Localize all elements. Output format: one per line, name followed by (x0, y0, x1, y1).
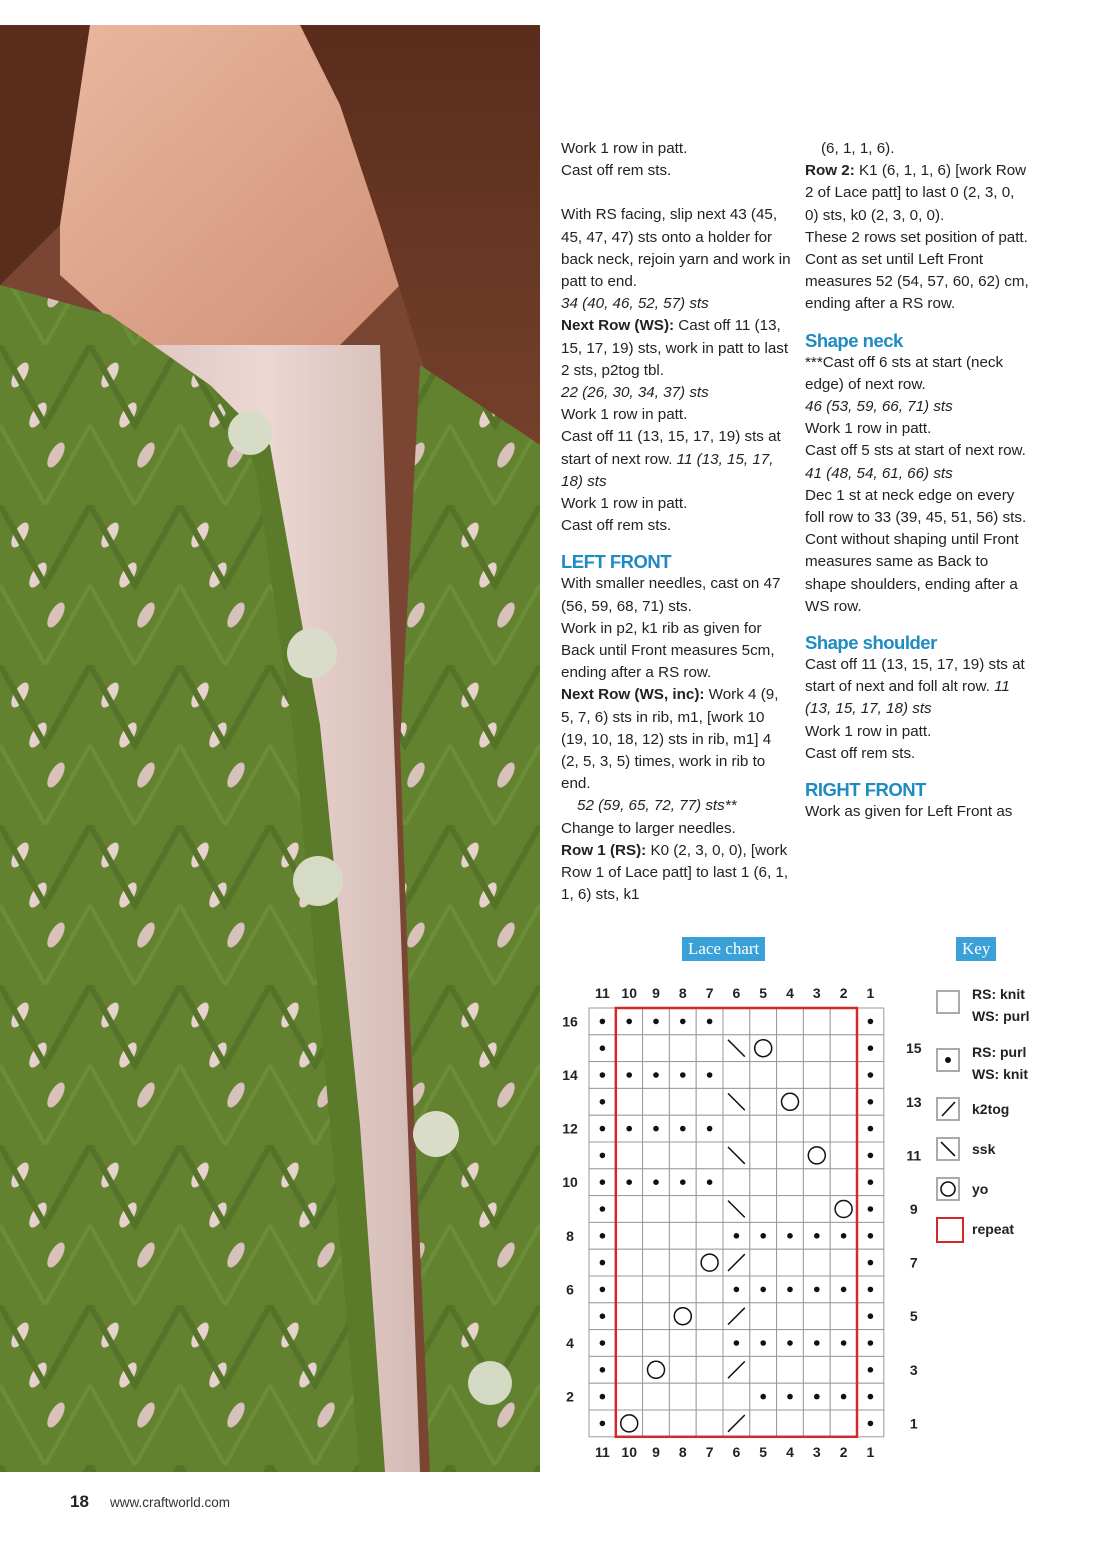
chart-cell (696, 1356, 723, 1383)
text-line: Cast off rem sts. (561, 162, 672, 180)
column-label-top: 7 (705, 985, 714, 1001)
row-label-right: 9 (909, 1201, 918, 1217)
chart-cell (643, 1196, 670, 1223)
chart-cell (669, 1383, 696, 1410)
purl-stitch-mark (868, 1421, 874, 1427)
stitch-count: 11 (13, 15, 17, 18) sts (805, 678, 1010, 718)
chart-cell (723, 1169, 750, 1196)
chart-cell (643, 1088, 670, 1115)
chart-cell (616, 1035, 643, 1062)
chart-cell (616, 1249, 643, 1276)
purl-stitch-mark (707, 1019, 713, 1025)
knit-symbol-icon (936, 990, 960, 1014)
chart-cell (830, 1062, 857, 1089)
chart-cell (803, 1169, 830, 1196)
chart-cell (643, 1142, 670, 1169)
purl-stitch-mark (868, 1045, 874, 1051)
text-line: Cast off rem sts. (805, 744, 916, 762)
chart-cell (830, 1303, 857, 1330)
chart-cell (777, 1008, 804, 1035)
text-line: Cast off 11 (13, 15, 17, 19) sts at start of next and foll alt row. (805, 656, 1025, 696)
column-label-top: 5 (759, 985, 768, 1001)
chart-cell (830, 1115, 857, 1142)
chart-cell (669, 1276, 696, 1303)
text-line: Work as given for Left Front as (805, 803, 1013, 821)
chart-cell (643, 1383, 670, 1410)
chart-cell (803, 1196, 830, 1223)
chart-cell (830, 1249, 857, 1276)
text-line: K0 (2, 3, 0, 0), [work Row 1 of Lace patt] to last 1 (6, 1, 1, 6) sts, k1 (561, 841, 789, 904)
purl-stitch-mark (868, 1072, 874, 1078)
purl-stitch-mark (868, 1019, 874, 1025)
purl-stitch-mark (841, 1233, 847, 1239)
chart-cell (723, 1008, 750, 1035)
purl-stitch-mark (868, 1233, 874, 1239)
row-label-left: 10 (562, 1174, 578, 1191)
column-label-top: 3 (812, 985, 821, 1001)
purl-stitch-mark (787, 1394, 793, 1400)
purl-stitch-mark (600, 1072, 606, 1078)
chart-cell (616, 1383, 643, 1410)
chart-cell (803, 1142, 830, 1169)
purl-stitch-mark (600, 1394, 606, 1400)
column-label-top: 10 (621, 985, 637, 1001)
chart-cell (830, 1142, 857, 1169)
purl-stitch-mark (868, 1287, 874, 1293)
row-label-left: 12 (562, 1120, 578, 1137)
purl-stitch-mark (841, 1340, 847, 1346)
chart-cell (830, 1088, 857, 1115)
row-label-left: 16 (562, 1013, 578, 1030)
page-number: 18 (70, 1492, 89, 1511)
text-line: Dec 1 st at neck edge on every foll row to 33 (39, 45, 51, 56) sts. (805, 486, 1027, 527)
ssk-symbol-icon (936, 1137, 960, 1161)
section-heading-shape-shoulder: Shape shoulder (805, 632, 937, 654)
text-line: Work 1 row in patt. (561, 495, 688, 513)
text-line: Work 1 row in patt. (561, 140, 688, 157)
purl-stitch-mark (760, 1394, 766, 1400)
row-label-right: 11 (906, 1147, 922, 1164)
chart-cell (750, 1142, 777, 1169)
row-label-left: 6 (566, 1281, 574, 1298)
row-label-left: 8 (566, 1227, 574, 1244)
chart-cell (830, 1196, 857, 1223)
row-label-left: 14 (562, 1067, 578, 1083)
purl-stitch-mark (600, 1126, 606, 1132)
text-line: Cont without shaping until Front measures same as Back to shape shoulders, ending after a WS row. (805, 531, 1019, 615)
chart-cell (750, 1249, 777, 1276)
purl-stitch-mark (626, 1019, 632, 1025)
purl-stitch-mark (734, 1340, 740, 1346)
chart-cell (750, 1410, 777, 1437)
purl-stitch-mark (653, 1179, 659, 1185)
stitch-count: 41 (48, 54, 61, 66) sts (805, 464, 953, 482)
purl-stitch-mark (600, 1313, 606, 1319)
purl-stitch-mark (600, 1287, 606, 1293)
chart-cell (696, 1303, 723, 1330)
purl-stitch-mark (600, 1367, 606, 1373)
lace-chart (550, 975, 920, 1465)
chart-cell (643, 1410, 670, 1437)
purl-stitch-mark (868, 1340, 874, 1346)
chart-cell (723, 1115, 750, 1142)
purl-stitch-mark (680, 1126, 686, 1132)
purl-stitch-mark (868, 1260, 874, 1266)
cardigan-photo (0, 25, 540, 1472)
text-line: Work 1 row in patt. (561, 406, 688, 424)
chart-cell (830, 1410, 857, 1437)
text-line: Cast off 11 (13, 15, 17, 19) sts at start of next row. (561, 428, 781, 468)
chart-cell (696, 1088, 723, 1115)
chart-cell (750, 1169, 777, 1196)
chart-cell (803, 1410, 830, 1437)
chart-cell (777, 1196, 804, 1223)
chart-cell (777, 1088, 804, 1115)
purl-stitch-mark (707, 1179, 713, 1185)
stitch-count: 52 (59, 65, 72, 77) sts** (577, 797, 737, 815)
column-label-top: 6 (732, 985, 741, 1001)
row-label-right: 13 (906, 1093, 922, 1110)
text-line: Work in p2, k1 rib as given for Back until Front measures 5cm, ending after a RS row. (561, 619, 775, 682)
text-line: With smaller needles, cast on 47 (56, 59, 68, 71) sts. (561, 575, 781, 615)
purl-stitch-mark (600, 1206, 606, 1212)
chart-cell (750, 1035, 777, 1062)
column-label-top: 4 (786, 985, 794, 1001)
chart-cell (696, 1222, 723, 1249)
chart-cell (669, 1356, 696, 1383)
chart-cell (669, 1035, 696, 1062)
purl-stitch-mark (868, 1179, 874, 1185)
row-label-left: 4 (566, 1335, 574, 1351)
chart-cell (750, 1196, 777, 1223)
chart-cell (643, 1249, 670, 1276)
chart-cell (616, 1410, 643, 1437)
stitch-count: 34 (40, 46, 52, 57) sts (561, 295, 709, 313)
chart-cell (803, 1035, 830, 1062)
purl-stitch-mark (600, 1045, 606, 1051)
key-label: ssk (972, 1141, 996, 1157)
chart-cell (616, 1303, 643, 1330)
chart-cell (643, 1222, 670, 1249)
section-heading-right-front: RIGHT FRONT (805, 779, 926, 801)
chart-cell (803, 1115, 830, 1142)
purl-stitch-mark (760, 1233, 766, 1239)
purl-stitch-mark (814, 1394, 820, 1400)
chart-cell (696, 1142, 723, 1169)
purl-stitch-mark (680, 1072, 686, 1078)
text-line: Work 4 (9, 5, 7, 6) sts in rib, m1, [work 10 (19, 10, 18, 12) sts in rib, m1] 4 (2, 5, 3, 5) times, work in rib to end. (561, 686, 779, 793)
chart-cell (643, 1356, 670, 1383)
purl-stitch-mark (653, 1019, 659, 1025)
chart-cell (643, 1035, 670, 1062)
section-heading-shape-neck: Shape neck (805, 329, 903, 351)
column-label-bottom: 5 (759, 1443, 768, 1460)
purl-stitch-mark (707, 1072, 713, 1078)
purl-stitch-mark (600, 1019, 606, 1025)
purl-stitch-mark (814, 1287, 820, 1293)
chart-cell (643, 1303, 670, 1330)
row-label: Row 2: (805, 162, 855, 180)
section-heading-left-front: LEFT FRONT (561, 551, 672, 573)
column-label-bottom: 1 (866, 1443, 875, 1460)
row-label: Row 1 (RS): (561, 841, 647, 859)
key-label: k2tog (972, 1101, 1010, 1117)
column-label-top: 1 (866, 985, 875, 1001)
text-line: Cast off 11 (13, 15, 17, 19) sts, work in patt to last 2 sts, p2tog tbl. (561, 317, 789, 379)
purl-stitch-mark (680, 1179, 686, 1185)
row-label-left: 2 (566, 1388, 574, 1405)
chart-cell (777, 1356, 804, 1383)
purl-stitch-mark (868, 1367, 874, 1373)
key-label: RS: knit WS: purl (972, 986, 1030, 1024)
row-label: Next Row (WS): (561, 317, 675, 335)
text-line: Work 1 row in patt. (805, 722, 932, 740)
purl-stitch-mark (760, 1340, 766, 1346)
key-label: yo (972, 1181, 989, 1197)
chart-cell (696, 1383, 723, 1410)
purl-stitch-mark (680, 1019, 686, 1025)
chart-cell (669, 1410, 696, 1437)
chart-cell (803, 1008, 830, 1035)
chart-cell (777, 1062, 804, 1089)
instructions-column-1 (561, 138, 793, 907)
column-label-bottom: 11 (594, 1443, 610, 1460)
chart-cell (643, 1276, 670, 1303)
purl-stitch-mark (814, 1340, 820, 1346)
chart-cell (723, 1383, 750, 1410)
chart-cell (830, 1169, 857, 1196)
k2tog-symbol-icon (936, 1097, 960, 1121)
purl-stitch-mark (653, 1072, 659, 1078)
purl-stitch-mark (787, 1287, 793, 1293)
yo-symbol-icon (936, 1177, 960, 1201)
purl-stitch-mark (868, 1099, 874, 1105)
purl-stitch-mark (626, 1072, 632, 1078)
chart-cell (803, 1303, 830, 1330)
repeat-symbol-icon (936, 1217, 964, 1243)
purl-stitch-mark (600, 1179, 606, 1185)
text-line: Work 1 row in patt. (805, 420, 932, 438)
chart-cell (616, 1088, 643, 1115)
purl-stitch-mark (814, 1233, 820, 1239)
text-line: (6, 1, 1, 6). (821, 140, 895, 157)
stitch-count: 11 (13, 15, 17, 18) sts (561, 450, 774, 490)
chart-cell (696, 1196, 723, 1223)
purl-stitch-mark (626, 1126, 632, 1132)
column-label-bottom: 3 (812, 1443, 821, 1460)
chart-cell (830, 1035, 857, 1062)
text-line: K1 (6, 1, 1, 6) [work Row 2 of Lace patt] to last 0 (2, 3, 0, 0) sts, k0 (2, 3, 0, 0). (805, 162, 1027, 224)
chart-cell (616, 1142, 643, 1169)
stitch-count: 46 (53, 59, 66, 71) sts (805, 398, 953, 416)
text-line: ***Cast off 6 sts at start (neck edge) of next row. (805, 353, 1004, 393)
key-title: Key (956, 937, 996, 961)
chart-cell (669, 1196, 696, 1223)
purl-stitch-mark (600, 1099, 606, 1105)
purl-stitch-mark (868, 1313, 874, 1319)
chart-cell (777, 1249, 804, 1276)
instructions-column-2 (805, 138, 1030, 823)
column-label-top: 2 (839, 985, 848, 1001)
row-label-right: 5 (909, 1308, 918, 1325)
chart-cell (696, 1035, 723, 1062)
purl-stitch-mark (868, 1126, 874, 1132)
column-label-top: 11 (594, 985, 610, 1001)
row-label-right: 7 (909, 1254, 918, 1271)
row-label-right: 15 (906, 1040, 922, 1057)
text-line: These 2 rows set position of patt. (805, 228, 1028, 246)
chart-cell (777, 1115, 804, 1142)
stitch-count: 22 (26, 30, 34, 37) sts (561, 384, 709, 402)
purl-stitch-mark (600, 1260, 606, 1266)
chart-cell (803, 1062, 830, 1089)
chart-cell (696, 1410, 723, 1437)
purl-stitch-mark (600, 1153, 606, 1159)
purl-stitch-mark (600, 1340, 606, 1346)
chart-cell (777, 1303, 804, 1330)
text-line: With RS facing, slip next 43 (45, 45, 47, 47) sts onto a holder for back neck, rejoin yarn and work in patt to end. (561, 206, 791, 291)
chart-cell (669, 1088, 696, 1115)
chart-cell (803, 1249, 830, 1276)
chart-cell (669, 1303, 696, 1330)
chart-cell (777, 1142, 804, 1169)
purl-stitch-mark (841, 1394, 847, 1400)
purl-stitch-mark (626, 1179, 632, 1185)
row-label-right: 3 (909, 1361, 918, 1378)
chart-cell (696, 1276, 723, 1303)
purl-stitch-mark (653, 1126, 659, 1132)
chart-cell (803, 1356, 830, 1383)
lace-chart-title: Lace chart (682, 937, 765, 961)
key-label: RS: purl WS: knit (972, 1044, 1028, 1082)
chart-cell (750, 1062, 777, 1089)
text-line: Cast off rem sts. (561, 517, 672, 535)
chart-cell (616, 1356, 643, 1383)
chart-cell (750, 1115, 777, 1142)
column-label-bottom: 7 (705, 1443, 714, 1460)
chart-cell (750, 1303, 777, 1330)
chart-cell (803, 1088, 830, 1115)
column-label-bottom: 8 (678, 1443, 687, 1460)
chart-cell (616, 1196, 643, 1223)
text-line: Change to larger needles. (561, 819, 736, 837)
purl-stitch-mark (787, 1340, 793, 1346)
chart-cell (696, 1330, 723, 1357)
chart-cell (643, 1330, 670, 1357)
column-label-top: 8 (678, 985, 687, 1001)
row-label: Next Row (WS, inc): (561, 686, 705, 704)
purl-stitch-mark (760, 1287, 766, 1293)
chart-cell (750, 1356, 777, 1383)
chart-cell (830, 1356, 857, 1383)
row-label-right: 1 (909, 1415, 918, 1432)
purl-stitch-mark (707, 1126, 713, 1132)
chart-cell (669, 1222, 696, 1249)
chart-cell (723, 1062, 750, 1089)
text-line: Cast off 5 sts at start of next row. (805, 442, 1026, 460)
chart-cell (777, 1035, 804, 1062)
purl-stitch-mark (868, 1206, 874, 1212)
chart-cell (777, 1410, 804, 1437)
purl-stitch-mark (734, 1233, 740, 1239)
column-label-bottom: 6 (732, 1443, 741, 1460)
chart-cell (830, 1008, 857, 1035)
chart-cell (616, 1222, 643, 1249)
column-label-bottom: 9 (652, 1443, 660, 1460)
purl-stitch-mark (868, 1153, 874, 1159)
purl-stitch-mark (600, 1233, 606, 1239)
chart-cell (616, 1330, 643, 1357)
chart-cell (777, 1169, 804, 1196)
column-label-top: 9 (652, 985, 660, 1001)
column-label-bottom: 10 (621, 1443, 637, 1460)
chart-cell (616, 1276, 643, 1303)
column-label-bottom: 2 (839, 1443, 848, 1460)
footer-url: www.craftworld.com (110, 1495, 231, 1510)
chart-cell (669, 1142, 696, 1169)
text-line: Cont as set until Left Front measures 52 (54, 57, 60, 62) cm, ending after a RS row. (805, 251, 1029, 313)
chart-cell (750, 1088, 777, 1115)
purl-stitch-mark (734, 1287, 740, 1293)
purl-stitch-mark (868, 1394, 874, 1400)
chart-cell (669, 1330, 696, 1357)
purl-stitch-mark (787, 1233, 793, 1239)
purl-symbol-icon (936, 1048, 960, 1072)
chart-cell (669, 1249, 696, 1276)
chart-cell (696, 1249, 723, 1276)
purl-stitch-mark (600, 1421, 606, 1427)
column-label-bottom: 4 (786, 1443, 794, 1460)
chart-cell (750, 1008, 777, 1035)
key-label: repeat (972, 1221, 1015, 1237)
purl-stitch-mark (841, 1287, 847, 1293)
